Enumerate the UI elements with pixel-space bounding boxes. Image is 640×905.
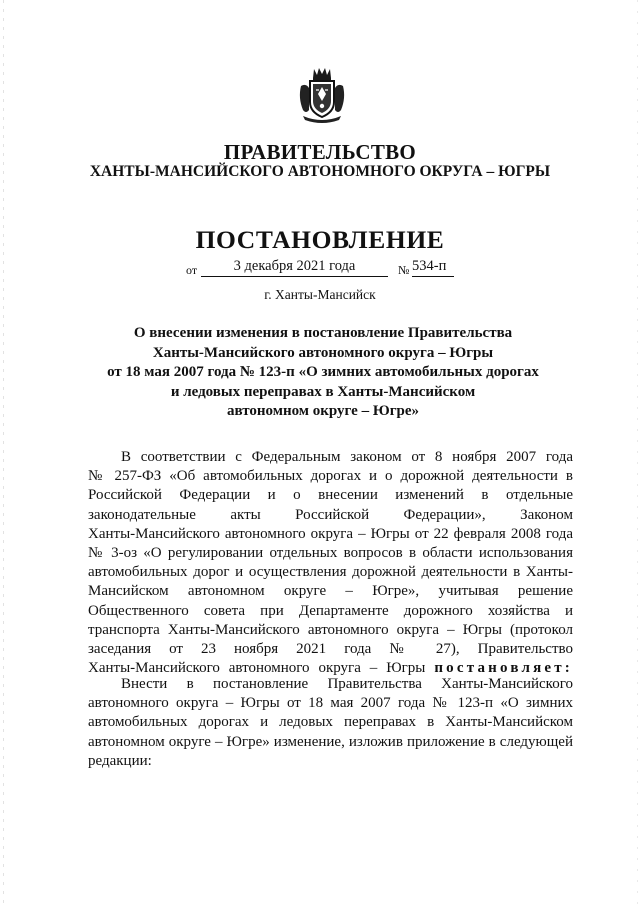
date-prefix: от: [186, 263, 198, 277]
paragraph-line: Общественного совета при Департаменте дорожного хозяйства и: [88, 602, 573, 619]
paragraph-line: автомобильных дорог и осуществления дорожной деятельности в Ханты-: [88, 564, 573, 581]
paragraph-line: № 257-ФЗ «Об автомобильных дорогах и о дорожной деятельности в: [88, 468, 573, 485]
scan-edge-left: [3, 0, 4, 905]
subject-line: от 18 мая 2007 года № 123-п «О зимних автомобильных дорогах: [107, 364, 539, 380]
paragraph-line: Внести в постановление Правительства Ханты-Мансийского: [121, 676, 573, 692]
operative-paragraph: [88, 675, 573, 771]
city-line: г. Ханты-Мансийск: [264, 287, 376, 302]
subject-line: и ледовых переправах в Ханты-Мансийском: [170, 383, 476, 400]
government-title: ПРАВИТЕЛЬСТВО: [223, 140, 417, 164]
paragraph-line: В соответствии с Федеральным законом от 8 ноября 2007 года: [121, 449, 573, 465]
government-subtitle: ХАНТЫ-МАНСИЙСКОГО АВТОНОМНОГО ОКРУГА – ЮГРЫ: [89, 163, 551, 180]
document-type-heading: ПОСТАНОВЛЕНИЕ: [195, 225, 445, 254]
coat-of-arms-emblem-icon: [297, 66, 347, 124]
number-prefix: №: [398, 263, 410, 277]
date-number-line: [186, 258, 486, 280]
paragraph-line: автомобильных дорогах и ледовых переправах в Ханты-Мансийском: [88, 714, 573, 731]
paragraph-line: Ханты-Мансийского автономного округа – Югры от 22 февраля 2008 года: [88, 525, 573, 542]
subject-line: Ханты-Мансийского автономного округа – Югры: [152, 344, 494, 361]
paragraph-line: законодательные акты Российской Федерации», Законом: [88, 506, 573, 523]
preamble-paragraph: [88, 448, 573, 678]
paragraph-line: Российской Федерации и о внесении изменений в отдельные: [88, 487, 573, 504]
paragraph-line-text: Ханты-Мансийского автономного округа – Югры: [88, 660, 426, 677]
paragraph-line: Мансийском автономном округе – Югре», учитывая решение: [88, 583, 573, 600]
paragraph-line: заседания от 23 ноября 2021 года № 27), Правительство: [88, 640, 573, 657]
paragraph-line: транспорта Ханты-Мансийского автономного округа – Югры (протокол: [88, 621, 573, 638]
paragraph-line: редакции:: [88, 752, 152, 769]
paragraph-line: автономном округе – Югре» изменение, изложив приложение в следующей: [88, 733, 573, 750]
subject-line: О внесении изменения в постановление Правительства: [133, 325, 513, 341]
subject-line: автономном округе – Югре»: [226, 403, 420, 419]
document-subject: [90, 324, 556, 422]
scan-edge-right: [637, 0, 638, 905]
paragraph-line: автономного округа – Югры от 18 мая 2007 года № 123-п «О зимних: [88, 695, 573, 712]
decree-word: постановляет:: [434, 660, 574, 677]
paragraph-line: № 3-оз «О регулировании отдельных вопросов в области использования: [88, 544, 573, 561]
document-date: 3 декабря 2021 года: [201, 258, 388, 277]
document-number: 534-п: [412, 258, 454, 277]
